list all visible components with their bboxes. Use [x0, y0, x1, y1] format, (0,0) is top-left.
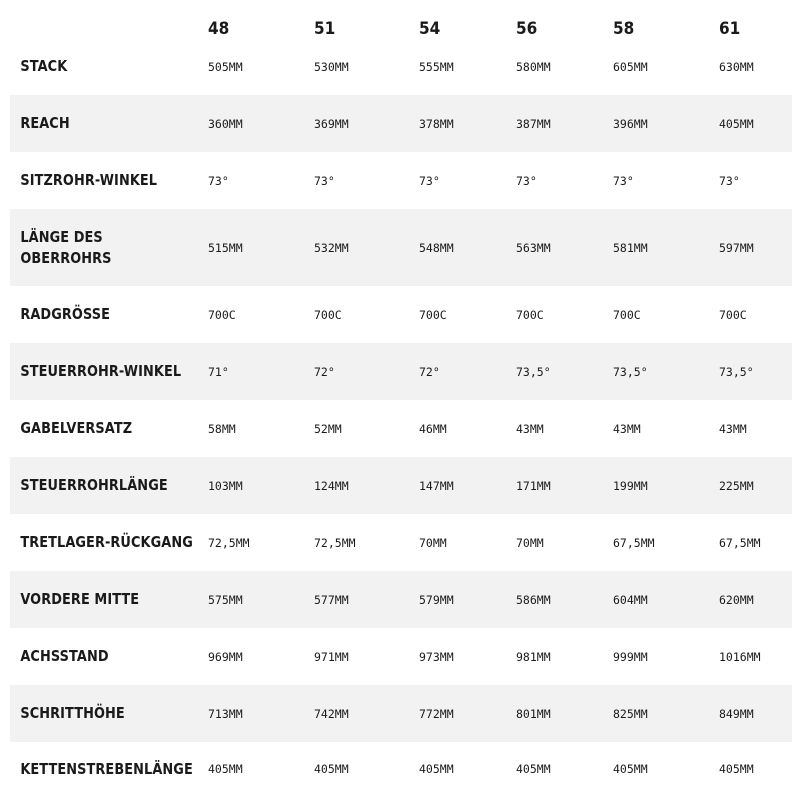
size-header-48: 48	[208, 19, 230, 39]
cell-value: 72°	[314, 364, 335, 379]
cell-value: 825MM	[613, 706, 648, 721]
cell-value: 43MM	[719, 421, 747, 436]
table-row	[10, 457, 792, 514]
cell-value: 405MM	[719, 116, 754, 131]
cell-value: 505MM	[208, 59, 243, 74]
row-label: STEUERROHR-WINKEL	[20, 362, 182, 380]
cell-value: 580MM	[516, 59, 551, 74]
cell-value: 981MM	[516, 649, 551, 664]
cell-value: 73,5°	[719, 364, 754, 379]
row-label: RADGRÖSSE	[20, 305, 111, 323]
cell-value: 577MM	[314, 592, 349, 607]
size-header-61: 61	[719, 19, 741, 39]
row-label: VORDERE MITTE	[20, 590, 140, 608]
table-row	[10, 685, 792, 742]
row-label: STACK	[20, 57, 68, 75]
cell-value: 70MM	[419, 535, 447, 550]
row-label: SITZROHR-WINKEL	[20, 171, 158, 189]
cell-value: 72,5MM	[314, 535, 356, 550]
cell-value: 1016MM	[719, 649, 761, 664]
cell-value: 73,5°	[613, 364, 648, 379]
cell-value: 405MM	[516, 762, 551, 776]
cell-value: 387MM	[516, 116, 551, 131]
table-row	[10, 343, 792, 400]
cell-value: 581MM	[613, 240, 648, 255]
cell-value: 772MM	[419, 706, 454, 721]
cell-value: 555MM	[419, 59, 454, 74]
cell-value: 225MM	[719, 478, 754, 493]
cell-value: 700C	[719, 307, 747, 322]
table-row	[10, 571, 792, 628]
cell-value: 532MM	[314, 240, 349, 255]
cell-value: 530MM	[314, 59, 349, 74]
cell-value: 52MM	[314, 421, 342, 436]
cell-value: 72,5MM	[208, 535, 250, 550]
cell-value: 73°	[516, 173, 537, 188]
cell-value: 604MM	[613, 592, 648, 607]
cell-value: 579MM	[419, 592, 454, 607]
cell-value: 171MM	[516, 478, 551, 493]
size-header-51: 51	[314, 19, 336, 39]
size-header-58: 58	[613, 19, 635, 39]
cell-value: 378MM	[419, 116, 454, 131]
cell-value: 742MM	[314, 706, 349, 721]
cell-value: 73°	[314, 173, 335, 188]
cell-value: 586MM	[516, 592, 551, 607]
cell-value: 70MM	[516, 535, 544, 550]
cell-value: 199MM	[613, 478, 648, 493]
row-label: KETTENSTREBENLÄNGE	[20, 759, 193, 778]
row-label: SCHRITTHÖHE	[20, 704, 125, 722]
cell-value: 72°	[419, 364, 440, 379]
cell-value: 73°	[419, 173, 440, 188]
cell-value: 971MM	[314, 649, 349, 664]
table-row	[10, 628, 792, 685]
cell-value: 700C	[419, 307, 447, 322]
size-header-56: 56	[516, 19, 538, 39]
cell-value: 396MM	[613, 116, 648, 131]
table-row	[10, 152, 792, 209]
cell-value: 849MM	[719, 706, 754, 721]
cell-value: 405MM	[208, 762, 243, 776]
cell-value: 67,5MM	[719, 535, 761, 550]
cell-value: 46MM	[419, 421, 447, 436]
cell-value: 515MM	[208, 240, 243, 255]
cell-value: 548MM	[419, 240, 454, 255]
cell-value: 405MM	[314, 762, 349, 776]
row-label: TRETLAGER-RÜCKGANG	[20, 533, 193, 551]
cell-value: 630MM	[719, 59, 754, 74]
row-label: STEUERROHRLÄNGE	[20, 476, 168, 494]
cell-value: 563MM	[516, 240, 551, 255]
cell-value: 73,5°	[516, 364, 551, 379]
cell-value: 103MM	[208, 478, 243, 493]
cell-value: 801MM	[516, 706, 551, 721]
cell-value: 369MM	[314, 116, 349, 131]
cell-value: 43MM	[613, 421, 641, 436]
cell-value: 73°	[613, 173, 634, 188]
table-row	[10, 742, 792, 796]
cell-value: 67,5MM	[613, 535, 655, 550]
row-label: ACHSSTAND	[20, 647, 109, 665]
cell-value: 605MM	[613, 59, 648, 74]
cell-value: 700C	[314, 307, 342, 322]
table-row	[10, 209, 792, 286]
cell-value: 73°	[719, 173, 740, 188]
cell-value: 71°	[208, 364, 229, 379]
row-label: REACH	[20, 114, 70, 132]
cell-value: 620MM	[719, 592, 754, 607]
cell-value: 58MM	[208, 421, 236, 436]
cell-value: 405MM	[419, 762, 454, 776]
cell-value: 405MM	[613, 762, 648, 776]
table-row	[10, 400, 792, 457]
cell-value: 575MM	[208, 592, 243, 607]
cell-value: 73°	[208, 173, 229, 188]
cell-value: 999MM	[613, 649, 648, 664]
cell-value: 147MM	[419, 478, 454, 493]
cell-value: 713MM	[208, 706, 243, 721]
table-row	[10, 95, 792, 152]
row-label: GABELVERSATZ	[20, 419, 133, 437]
table-row	[10, 286, 792, 343]
size-header-54: 54	[419, 19, 441, 39]
table-row	[10, 38, 792, 95]
cell-value: 405MM	[719, 762, 754, 776]
table-row	[10, 514, 792, 571]
row-label: LÄNGE DES OBERROHRS	[20, 227, 112, 267]
cell-value: 969MM	[208, 649, 243, 664]
cell-value: 597MM	[719, 240, 754, 255]
cell-value: 43MM	[516, 421, 544, 436]
cell-value: 360MM	[208, 116, 243, 131]
cell-value: 700C	[613, 307, 641, 322]
cell-value: 973MM	[419, 649, 454, 664]
cell-value: 700C	[516, 307, 544, 322]
cell-value: 700C	[208, 307, 236, 322]
cell-value: 124MM	[314, 478, 349, 493]
